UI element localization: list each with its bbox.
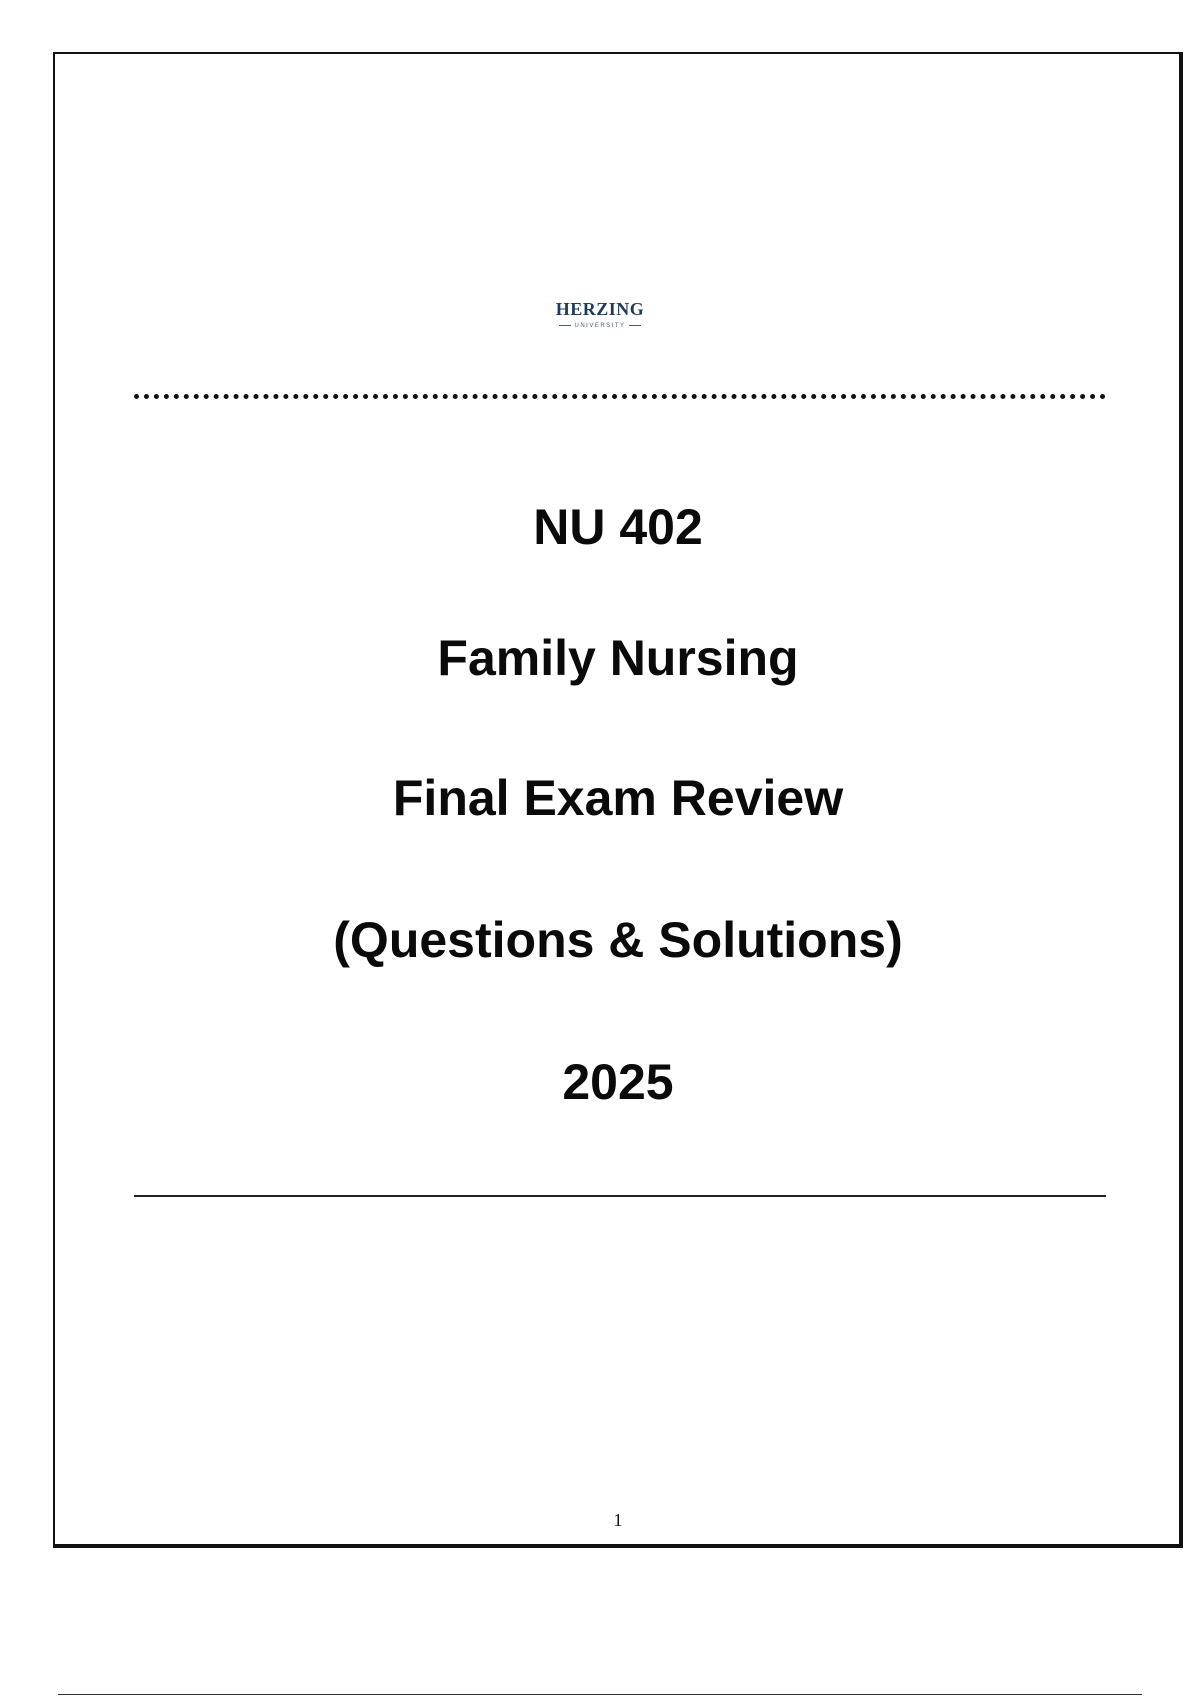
logo-wordmark: HERZING [555, 299, 645, 319]
page-number: 1 [613, 1510, 623, 1530]
logo-subtext: UNIVERSITY [0, 322, 1200, 330]
next-page-edge [58, 1694, 1142, 1695]
document-year: 2025 [562, 1054, 674, 1110]
solid-divider [134, 1195, 1106, 1197]
document-title: Final Exam Review [392, 770, 844, 826]
course-code: NU 402 [533, 499, 703, 555]
herzing-university-logo [0, 300, 1200, 330]
dotted-divider [134, 394, 1106, 399]
document-subtitle: (Questions & Solutions) [333, 912, 903, 968]
course-name: Family Nursing [437, 630, 799, 686]
